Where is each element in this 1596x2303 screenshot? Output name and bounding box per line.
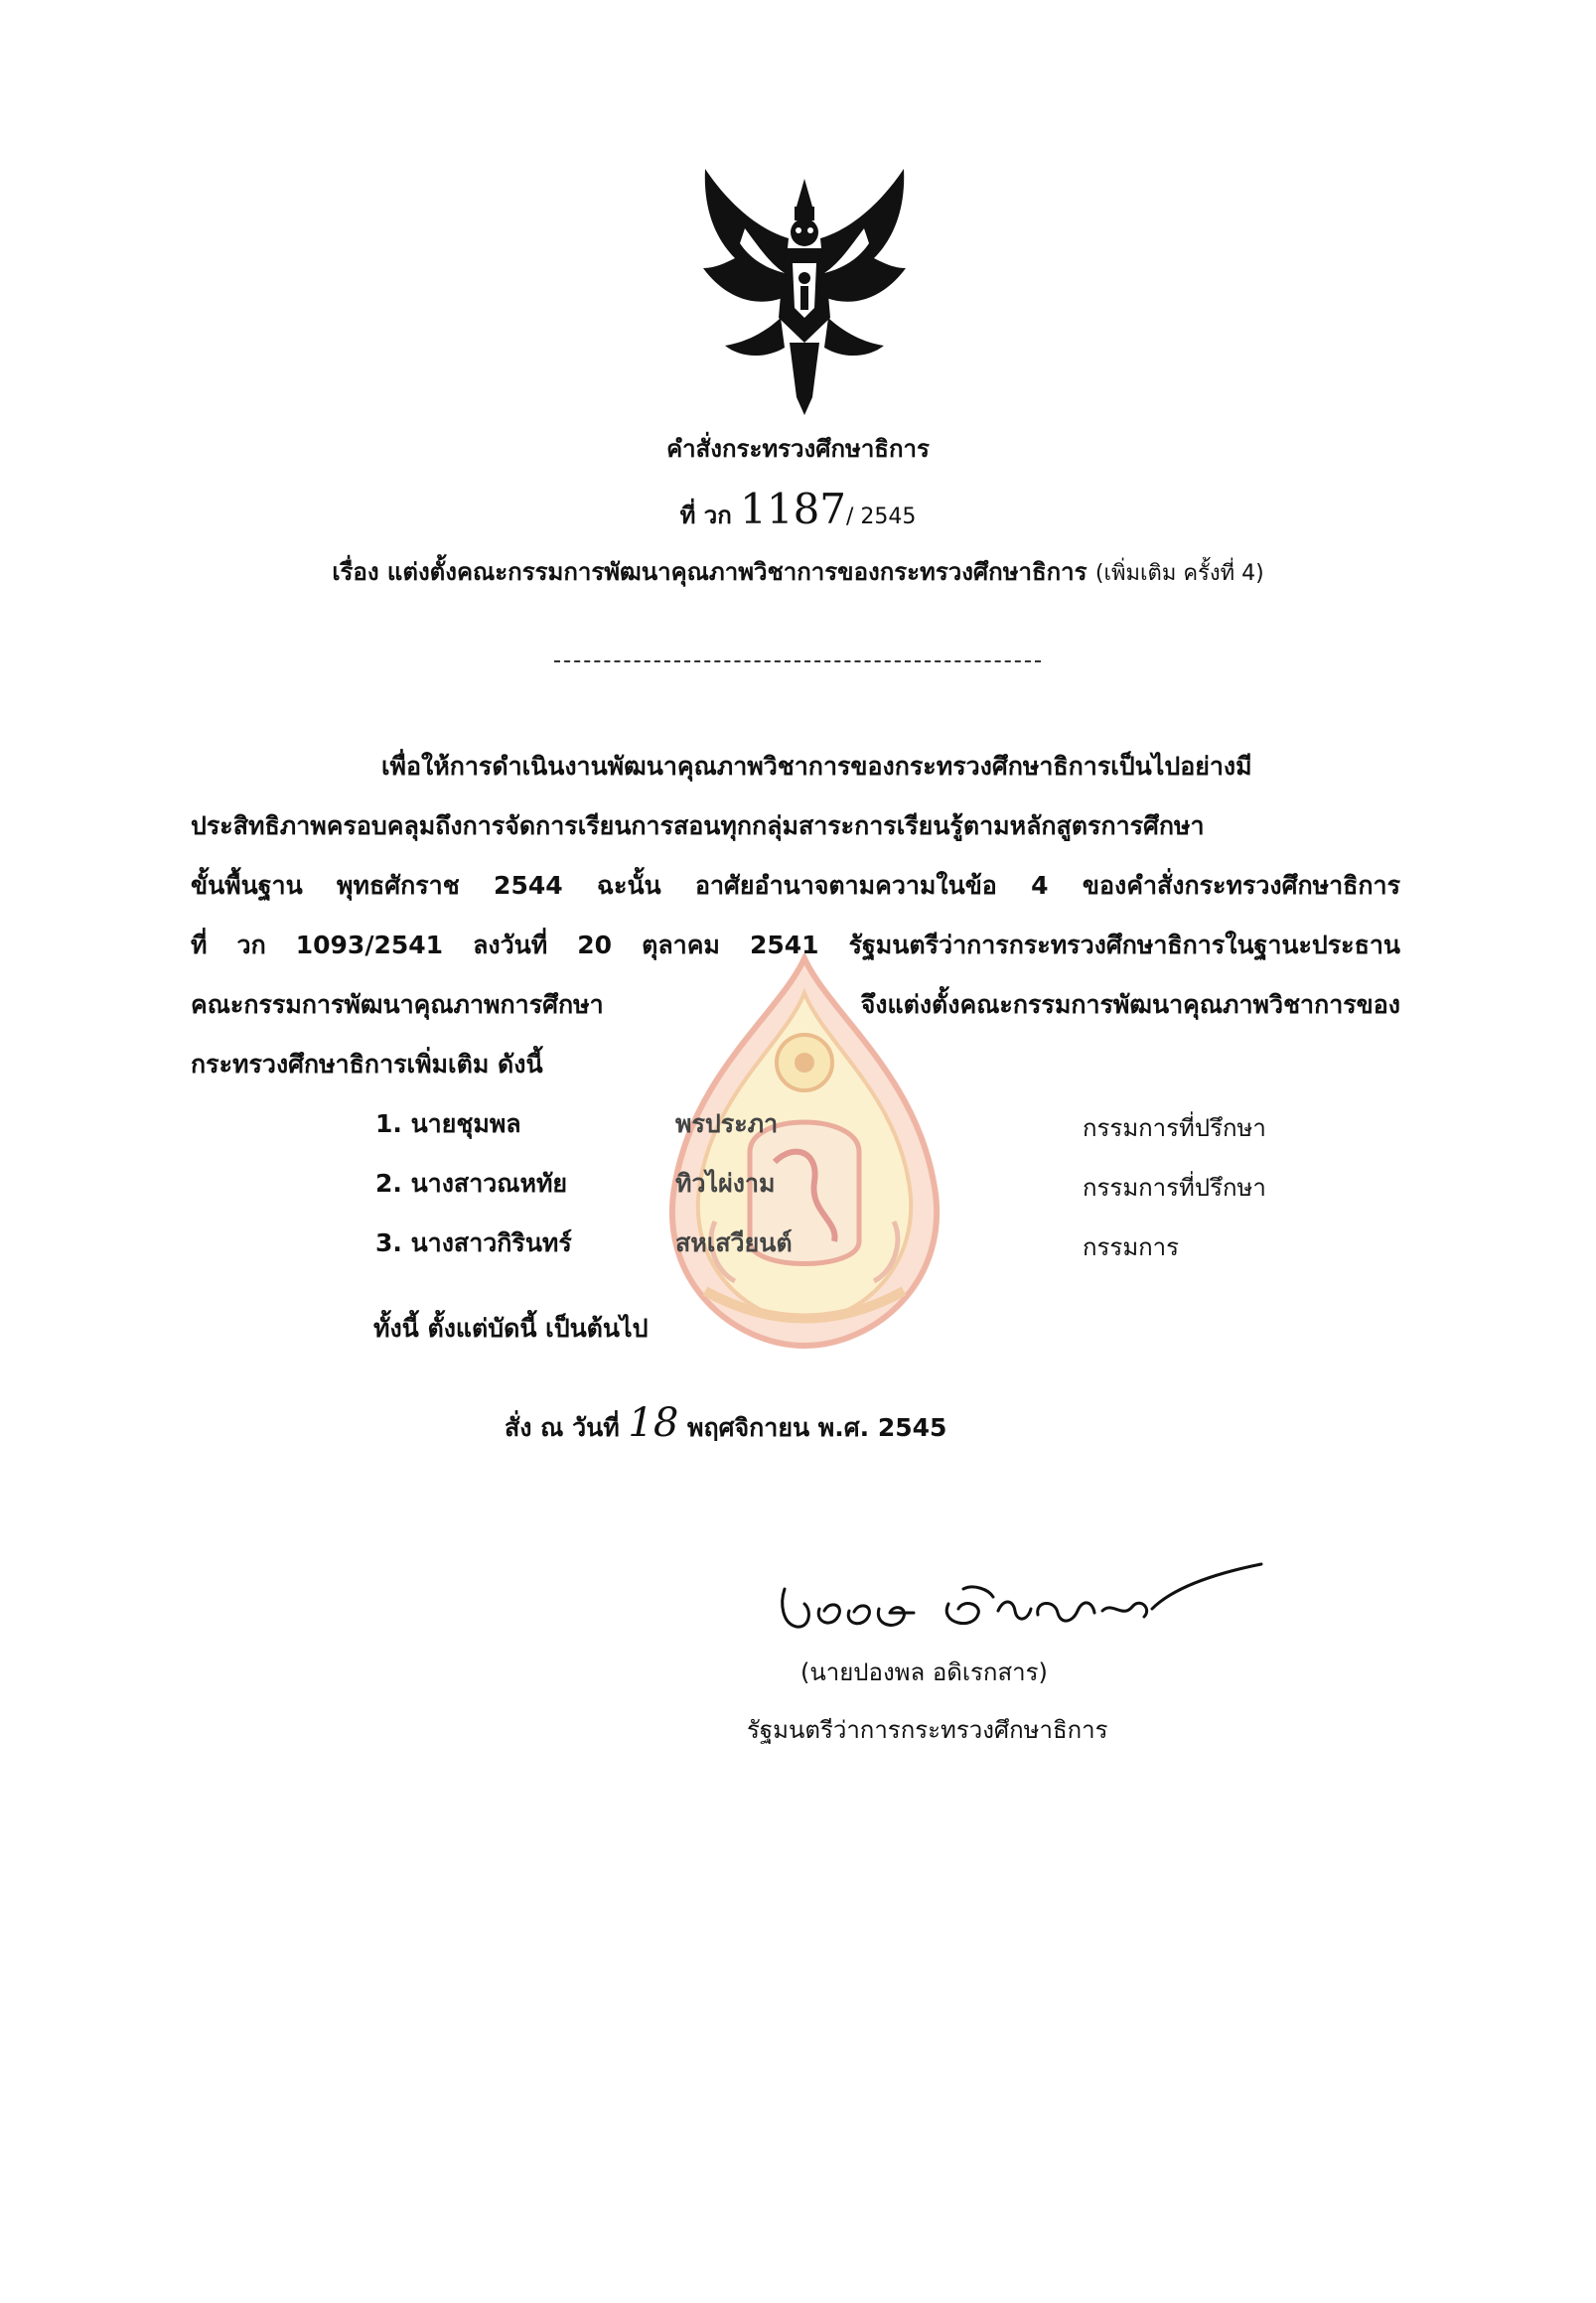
order-number-value: 1187 xyxy=(740,485,847,533)
member-role: กรรมการ xyxy=(1083,1233,1180,1261)
signatory-name: (นายปองพล อดิเรกสาร) xyxy=(800,1658,1048,1686)
body-line: ที่ วก 1093/2541 ลงวันที่ 20 ตุลาคม 2541 รัฐมนตรีว่าการกระทรวงศึกษาธิการในฐานะประธาน xyxy=(191,931,1400,959)
order-date-suffix: พฤศจิกายน พ.ศ. 2545 xyxy=(687,1413,947,1442)
effective-clause: ทั้งนี้ ตั้งแต่บัดนี้ เป็นต้นไป xyxy=(373,1314,649,1343)
subject-line xyxy=(0,552,1596,591)
member-name: 1. นายชุมพล xyxy=(375,1109,521,1138)
document-title: คำสั่งกระทรวงศึกษาธิการ xyxy=(666,435,930,463)
order-number-prefix: ที่ วก xyxy=(679,502,732,529)
dashed-divider xyxy=(554,660,1041,662)
member-surname: สหเสวียนต์ xyxy=(675,1228,793,1257)
handwritten-signature xyxy=(775,1549,1271,1639)
order-date xyxy=(505,1400,946,1448)
body-line: คณะกรรมการพัฒนาคุณภาพการศึกษา จึงแต่งตั้งคณะกรรมการพัฒนาคุณภาพวิชาการของ xyxy=(191,990,1400,1019)
member-name: 3. นางสาวกิรินทร์ xyxy=(375,1228,572,1257)
order-number xyxy=(0,485,1596,534)
order-number-year: / 2545 xyxy=(846,504,917,529)
member-surname: ทิวไผ่งาม xyxy=(675,1169,776,1198)
order-date-day: 18 xyxy=(628,1400,679,1446)
member-role: กรรมการที่ปรึกษา xyxy=(1083,1174,1266,1202)
body-line: ขั้นพื้นฐาน พุทธศักราช 2544 ฉะนั้น อาศัยอำนาจตามความในข้อ 4 ของคำสั่งกระทรวงศึกษาธิการ xyxy=(191,871,1400,900)
signatory-position: รัฐมนตรีว่าการกระทรวงศึกษาธิการ xyxy=(747,1716,1108,1744)
member-role: กรรมการที่ปรึกษา xyxy=(1083,1114,1266,1142)
subject-note: (เพิ่มเติม ครั้งที่ 4) xyxy=(1094,561,1264,586)
body-line: กระทรวงศึกษาธิการเพิ่มเติม ดังนี้ xyxy=(191,1050,543,1079)
body-line: เพื่อให้การดำเนินงานพัฒนาคุณภาพวิชาการของกระทรวงศึกษาธิการเป็นไปอย่างมี xyxy=(381,752,1252,781)
order-date-prefix: สั่ง ณ วันที่ xyxy=(505,1413,620,1442)
member-name: 2. นางสาวณหทัย xyxy=(375,1169,568,1198)
body-line: ประสิทธิภาพครอบคลุมถึงการจัดการเรียนการสอนทุกกลุ่มสาระการเรียนรู้ตามหลักสูตรการศึกษา xyxy=(191,811,1205,840)
subject-text: เรื่อง แต่งตั้งคณะกรรมการพัฒนาคุณภาพวิชาการของกระทรวงศึกษาธิการ xyxy=(332,558,1088,586)
garuda-emblem-icon xyxy=(685,169,924,417)
member-surname: พรประภา xyxy=(675,1109,779,1138)
